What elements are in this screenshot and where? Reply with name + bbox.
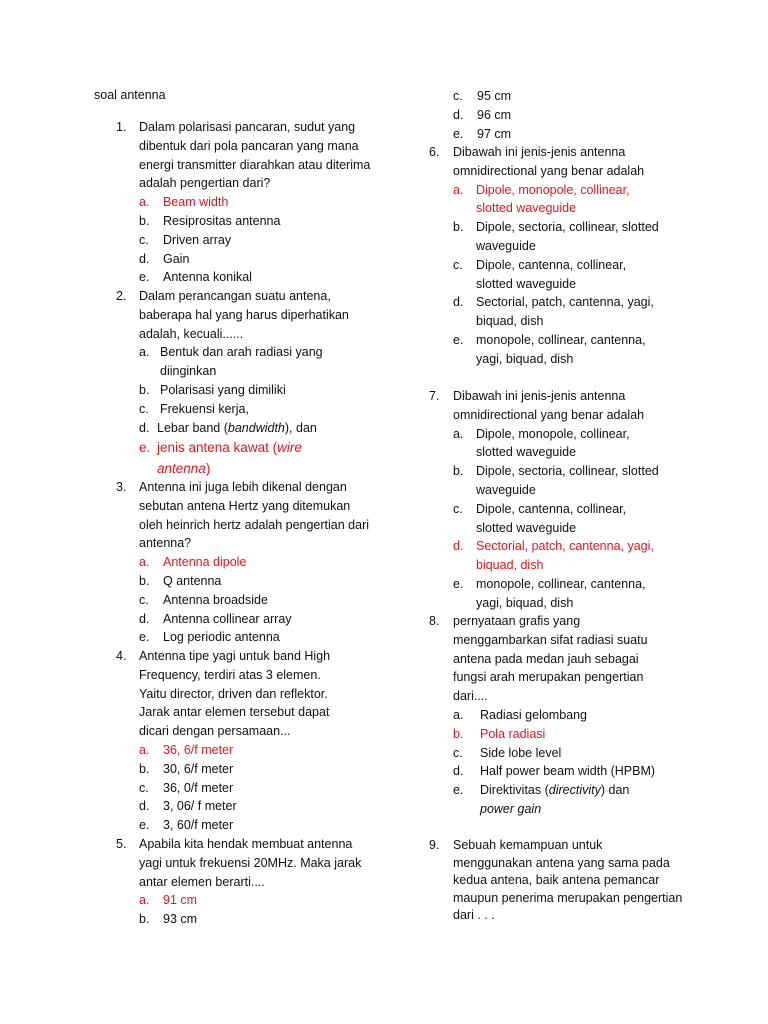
question-6 <box>429 143 669 369</box>
option-a[interactable]: a. 36, 6/f meter <box>139 742 234 757</box>
option-d[interactable]: d. Sectorial, patch, cantenna, yagi, biquad, dish <box>453 295 654 329</box>
question-number: 7. <box>429 389 440 403</box>
question-9 <box>429 837 683 925</box>
option-b[interactable]: b. Dipole, sectoria, collinear, slotted waveguide <box>453 464 659 497</box>
question-text: Antenna tipe yagi untuk band High Frequency, terdiri atas 3 elemen. Yaitu director, driven dan reflektor. Jarak antar elemen tersebut dapat dicari dengan persamaan... <box>139 649 331 739</box>
option-d[interactable]: d. 3, 06/ f meter <box>139 799 237 814</box>
page-title: soal antenna <box>94 88 166 102</box>
option-d[interactable]: d. 96 cm <box>453 107 512 122</box>
option-a[interactable]: a. Dipole, monopole, collinear, slotted waveguide <box>453 426 630 460</box>
question-number: 4. <box>116 649 127 663</box>
option-b[interactable]: b. Dipole, sectoria, collinear, slotted waveguide <box>453 220 659 253</box>
question-text: Apabila kita hendak membuat antenna yagi untuk frekuensi 20MHz. Maka jarak antar elemen berarti.... <box>139 837 362 889</box>
option-c[interactable]: c. Dipole, cantenna, collinear, slotted waveguide <box>453 257 627 291</box>
option-c[interactable]: c. Dipole, cantenna, collinear, slotted waveguide <box>453 501 627 535</box>
option-c[interactable]: c. Antenna broadside <box>139 592 268 607</box>
question-1 <box>116 118 376 287</box>
option-d[interactable]: d. Lebar band (bandwidth), dan <box>139 420 317 435</box>
question-number: 8. <box>429 614 440 628</box>
option-e[interactable]: e. Log periodic antenna <box>139 630 280 645</box>
option-b[interactable]: b. Polarisasi yang dimiliki <box>139 382 286 397</box>
question-8 <box>429 612 679 819</box>
option-b[interactable]: b. Resiprositas antenna <box>139 213 281 228</box>
question-text: Sebuah kemampuan untuk menggunakan antena yang sama pada kedua antena, baik antena pemancar maupun penerima merupakan pengertian dari . . . <box>453 838 683 922</box>
option-a[interactable]: a. Antenna dipole <box>139 555 247 570</box>
question-2 <box>116 287 376 479</box>
option-e[interactable]: e. jenis antena kawat (wire antenna) <box>139 440 302 477</box>
question-number: 2. <box>116 289 127 303</box>
option-e[interactable]: e. monopole, collinear, cantenna, yagi, biquad, dish <box>453 332 646 366</box>
option-c[interactable]: c. Frekuensi kerja, <box>139 401 249 416</box>
question-3 <box>116 478 376 647</box>
question-number: 9. <box>429 838 440 852</box>
question-text: Dibawah ini jenis-jenis antenna omnidirectional yang benar adalah <box>453 389 645 422</box>
option-d[interactable]: d. Gain <box>139 251 190 266</box>
option-d[interactable]: d. Sectorial, patch, cantenna, yagi, biquad, dish <box>453 539 654 573</box>
option-b[interactable]: b. 93 cm <box>139 912 198 927</box>
option-e[interactable]: e. 97 cm <box>453 126 512 141</box>
option-b[interactable]: b. Q antenna <box>139 573 222 588</box>
question-text: Antenna ini juga lebih dikenal dengan sebutan antena Hertz yang ditemukan oleh heinrich hertz adalah pengertian dari antenna? <box>139 480 370 551</box>
question-5-continued <box>453 87 653 143</box>
question-4 <box>116 647 376 835</box>
option-e[interactable]: e. monopole, collinear, cantenna, yagi, biquad, dish <box>453 576 646 610</box>
question-text: Dalam perancangan suatu antena, baberapa hal yang harus diperhatikan adalah, kecuali...... <box>139 289 349 341</box>
option-a[interactable]: a. Dipole, monopole, collinear, slotted waveguide <box>453 182 630 216</box>
option-a[interactable]: a. Beam width <box>139 195 229 210</box>
question-number: 1. <box>116 120 127 134</box>
option-e[interactable]: e. Antenna konikal <box>139 270 252 285</box>
option-a[interactable]: a. 91 cm <box>139 893 198 908</box>
question-number: 3. <box>116 480 127 494</box>
option-e[interactable]: e. Direktivitas (directivity) dan power gain <box>453 783 630 816</box>
option-b[interactable]: b. 30, 6/f meter <box>139 761 234 776</box>
option-c[interactable]: c. 36, 0/f meter <box>139 780 234 795</box>
option-c[interactable]: c. Side lobe level <box>453 745 562 760</box>
option-d[interactable]: d. Half power beam width (HPBM) <box>453 764 656 779</box>
option-a[interactable]: a. Bentuk dan arah radiasi yang diinginkan <box>139 345 323 379</box>
option-a[interactable]: a. Radiasi gelombang <box>453 707 588 722</box>
question-text: pernyataan grafis yang menggambarkan sifat radiasi suatu antena pada medan jauh sebagai fungsi arah merupakan pengertian dari.... <box>453 614 648 704</box>
option-c[interactable]: c. Driven array <box>139 232 232 247</box>
question-7 <box>429 387 669 613</box>
option-d[interactable]: d. Antenna collinear array <box>139 611 292 626</box>
option-e[interactable]: e. 3, 60/f meter <box>139 818 234 833</box>
question-number: 5. <box>116 837 127 851</box>
question-text: Dalam polarisasi pancaran, sudut yang dibentuk dari pola pancaran yang mana energi transmitter diarahkan atau diterima adalah pengertian dari? <box>139 120 371 191</box>
question-number: 6. <box>429 145 440 159</box>
question-5 <box>116 835 376 929</box>
option-c[interactable]: c. 95 cm <box>453 89 512 103</box>
question-text: Dibawah ini jenis-jenis antenna omnidirectional yang benar adalah <box>453 145 645 178</box>
option-b[interactable]: b. Pola radiasi <box>453 726 546 741</box>
